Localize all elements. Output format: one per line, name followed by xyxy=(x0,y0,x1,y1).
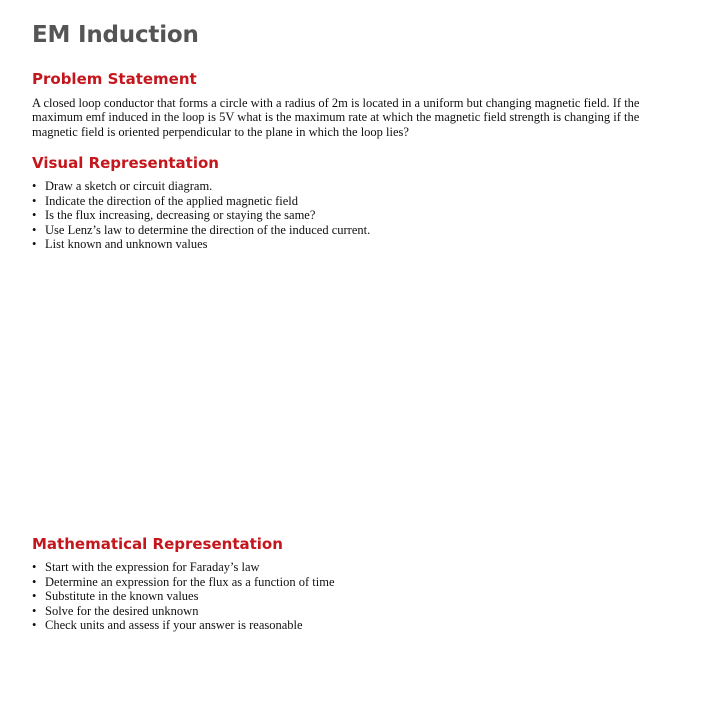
list-item xyxy=(32,208,370,223)
list-item-text: Start with the expression for Faraday’s law xyxy=(45,560,260,574)
list-item xyxy=(32,194,370,209)
list-item-text: Indicate the direction of the applied magnetic field xyxy=(45,193,299,208)
list-item-text: Use Lenz’s law to determine the direction of the induced current. xyxy=(45,222,371,237)
list-item xyxy=(32,560,335,575)
mathematical-representation-heading: Mathematical Representation xyxy=(32,535,283,553)
list-item xyxy=(32,575,335,590)
bullet-icon: • xyxy=(32,603,37,618)
bullet-icon: • xyxy=(32,589,37,604)
problem-statement-text: A closed loop conductor that forms a circle with a radius of 2m is located in a uniform but changing magnetic field. If the maximum emf induced in the loop is 5V what is the maximum rate at which the magnetic field strength is changing if the magnetic field is oriented perpendicular to the plane in which the loop lies? xyxy=(32,96,640,139)
list-item xyxy=(32,589,335,604)
page-title: EM Induction xyxy=(32,22,199,48)
mathematical-representation-list xyxy=(32,560,335,633)
visual-representation-list xyxy=(32,179,370,252)
list-item xyxy=(32,237,370,252)
bullet-icon: • xyxy=(32,179,37,193)
bullet-icon: • xyxy=(32,237,37,252)
problem-statement-heading: Problem Statement xyxy=(32,70,197,88)
list-item xyxy=(32,604,335,619)
list-item-text: Substitute in the known values xyxy=(45,589,199,604)
bullet-icon: • xyxy=(32,222,37,237)
visual-representation-heading: Visual Representation xyxy=(32,154,219,172)
list-item-text: Is the flux increasing, decreasing or staying the same? xyxy=(45,208,316,223)
bullet-icon: • xyxy=(32,618,37,633)
list-item xyxy=(32,179,370,194)
list-item-text: Draw a sketch or circuit diagram. xyxy=(45,179,213,193)
list-item xyxy=(32,223,370,238)
bullet-icon: • xyxy=(32,208,37,223)
bullet-icon: • xyxy=(32,560,37,574)
bullet-icon: • xyxy=(32,574,37,589)
list-item-text: Check units and assess if your answer is reasonable xyxy=(45,618,303,633)
list-item-text: Determine an expression for the flux as a function of time xyxy=(45,574,335,589)
list-item-text: List known and unknown values xyxy=(45,237,208,252)
list-item-text: Solve for the desired unknown xyxy=(45,603,199,618)
list-item xyxy=(32,618,335,633)
bullet-icon: • xyxy=(32,193,37,208)
